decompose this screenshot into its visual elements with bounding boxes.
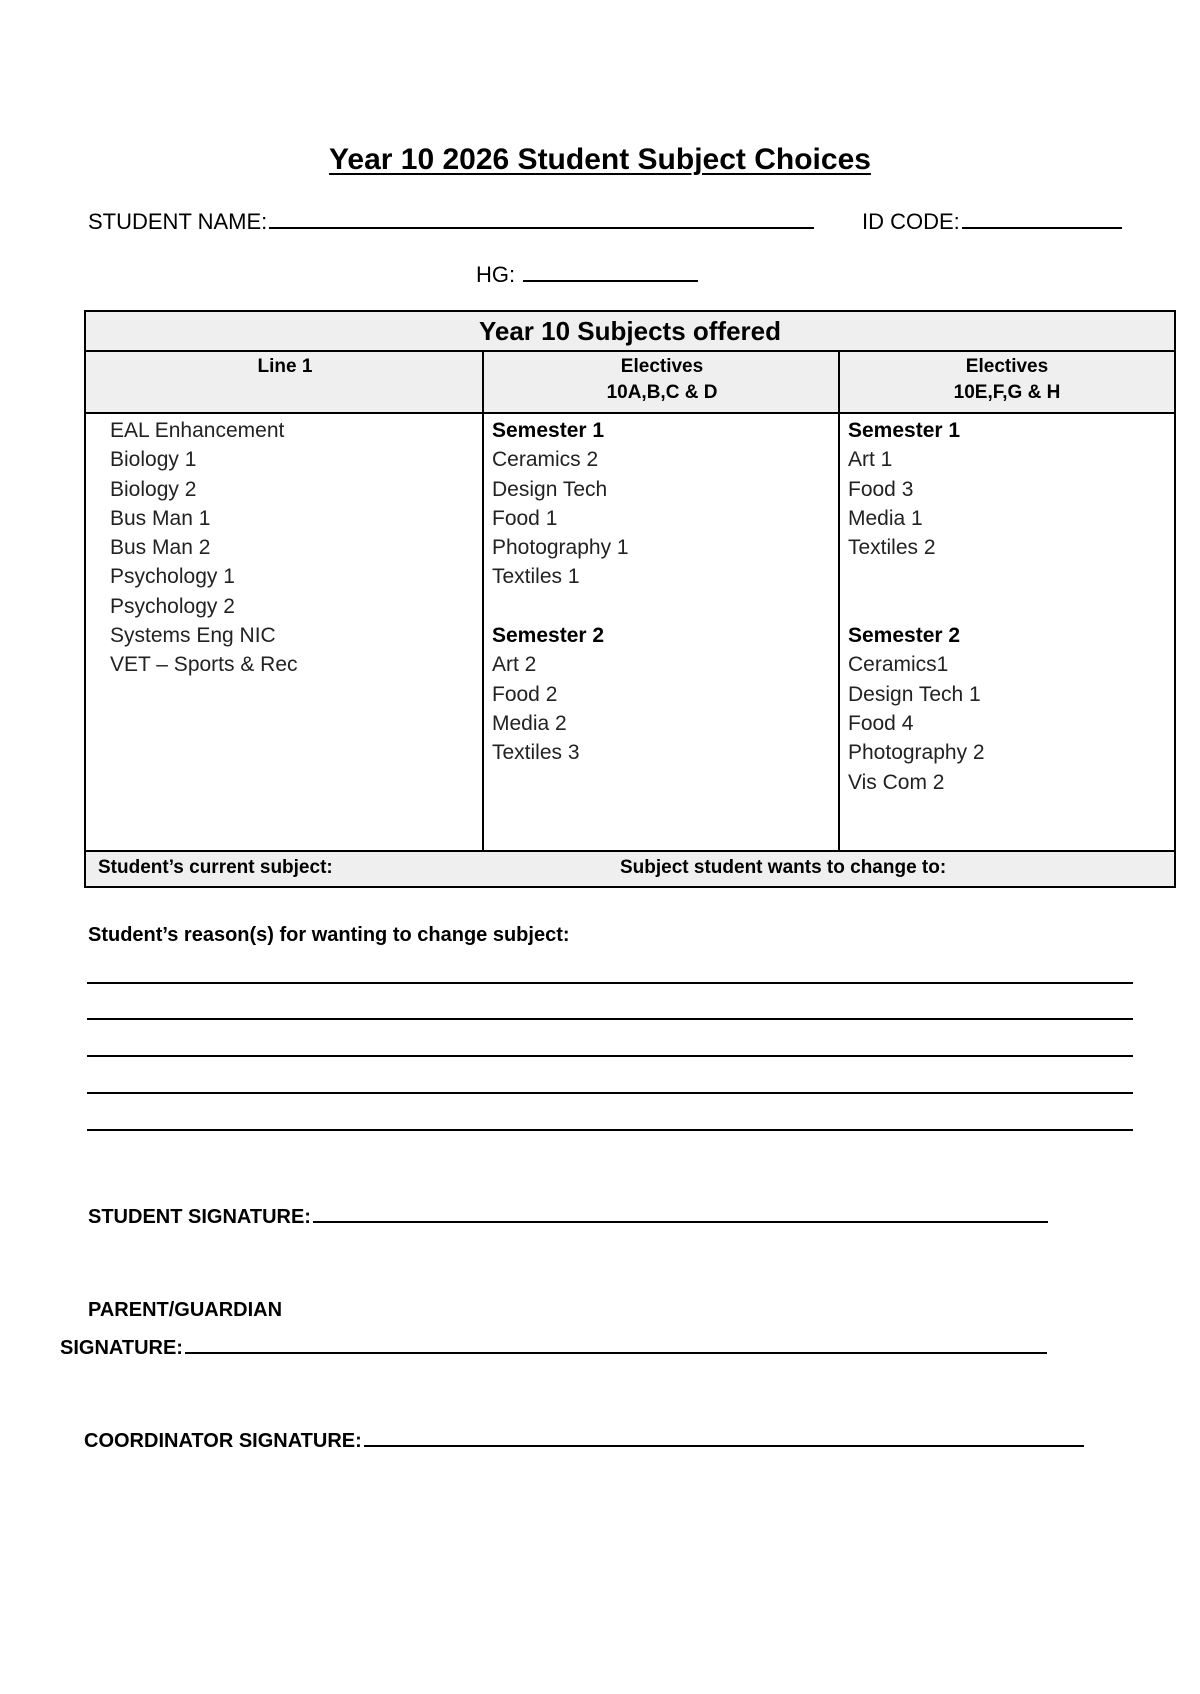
electives-e-list bbox=[848, 416, 985, 797]
reason-line[interactable] bbox=[87, 982, 1133, 984]
list-item: Design Tech 1 bbox=[848, 682, 981, 706]
list-item: Biology 2 bbox=[110, 477, 197, 501]
col-electives-e-title: Electives bbox=[965, 356, 1049, 377]
electives-a-list bbox=[492, 416, 629, 768]
semester-1-label: Semester 1 bbox=[492, 419, 605, 442]
hg-line[interactable] bbox=[523, 279, 698, 282]
list-item: Ceramics 2 bbox=[492, 448, 599, 472]
reason-label: Student’s reason(s) for wanting to change subject: bbox=[88, 924, 570, 946]
table-heading: Year 10 Subjects offered bbox=[86, 312, 1174, 352]
list-item: Food 1 bbox=[492, 506, 558, 530]
line1-list bbox=[110, 416, 298, 680]
list-item: EAL Enhancement bbox=[110, 419, 285, 442]
list-item: Textiles 3 bbox=[492, 741, 580, 765]
reason-line[interactable] bbox=[87, 1129, 1133, 1131]
semester-1-label: Semester 1 bbox=[848, 419, 961, 442]
list-item: Photography 2 bbox=[848, 741, 985, 765]
change-to-label[interactable]: Subject student wants to change to: bbox=[620, 857, 947, 878]
list-item: Textiles 1 bbox=[492, 565, 580, 589]
list-item: Media 1 bbox=[848, 506, 923, 530]
parent-signature-label-1: PARENT/GUARDIAN bbox=[88, 1299, 283, 1321]
list-item: Food 4 bbox=[848, 711, 914, 735]
reason-line[interactable] bbox=[87, 1055, 1133, 1057]
list-item: VET – Sports & Rec bbox=[110, 653, 298, 677]
page-title: Year 10 2026 Student Subject Choices bbox=[329, 143, 871, 176]
col-line1-heading bbox=[86, 352, 484, 414]
list-item: Biology 1 bbox=[110, 448, 197, 472]
parent-signature-line[interactable] bbox=[185, 1351, 1047, 1354]
semester-2-label: Semester 2 bbox=[848, 624, 961, 648]
student-name-field[interactable] bbox=[88, 209, 814, 235]
column-divider bbox=[838, 352, 840, 852]
subjects-table bbox=[84, 310, 1176, 888]
table-footer bbox=[86, 850, 1174, 886]
list-item: Systems Eng NIC bbox=[110, 624, 276, 648]
id-code-line[interactable] bbox=[962, 226, 1122, 229]
col-electives-e-heading bbox=[840, 352, 1174, 414]
reason-line[interactable] bbox=[87, 1092, 1133, 1094]
parent-signature-field[interactable] bbox=[60, 1337, 1047, 1360]
parent-signature-label-2: SIGNATURE: bbox=[60, 1337, 183, 1359]
student-signature-line[interactable] bbox=[313, 1220, 1048, 1223]
column-divider bbox=[482, 352, 484, 852]
col-electives-a-title: Electives bbox=[620, 356, 704, 377]
list-item: Psychology 1 bbox=[110, 565, 235, 589]
student-signature-label: STUDENT SIGNATURE: bbox=[88, 1206, 311, 1228]
student-name-line[interactable] bbox=[269, 226, 814, 229]
list-item: Art 1 bbox=[848, 448, 893, 472]
list-item: Media 2 bbox=[492, 711, 567, 735]
hg-field[interactable] bbox=[476, 262, 698, 288]
hg-label: HG: bbox=[476, 262, 516, 287]
list-item: Textiles 2 bbox=[848, 536, 936, 560]
list-item: Photography 1 bbox=[492, 536, 629, 560]
coordinator-signature-label: COORDINATOR SIGNATURE: bbox=[84, 1430, 362, 1452]
id-code-field[interactable] bbox=[862, 209, 1122, 235]
reason-line[interactable] bbox=[87, 1018, 1133, 1020]
list-item: Design Tech bbox=[492, 477, 608, 501]
list-item: Bus Man 2 bbox=[110, 536, 211, 560]
list-item: Psychology 2 bbox=[110, 594, 235, 618]
col-electives-a-heading bbox=[484, 352, 840, 414]
col-electives-e-sub: 10E,F,G & H bbox=[953, 382, 1061, 403]
semester-2-label: Semester 2 bbox=[492, 624, 605, 648]
list-item: Food 3 bbox=[848, 477, 914, 501]
list-item: Bus Man 1 bbox=[110, 506, 211, 530]
list-item: Vis Com 2 bbox=[848, 770, 945, 794]
student-signature-field[interactable] bbox=[88, 1206, 1048, 1229]
coordinator-signature-line[interactable] bbox=[364, 1444, 1084, 1447]
list-item: Food 2 bbox=[492, 682, 558, 706]
id-code-label: ID CODE: bbox=[862, 209, 960, 234]
current-subject-label[interactable]: Student’s current subject: bbox=[98, 857, 333, 878]
col-electives-a-sub: 10A,B,C & D bbox=[606, 382, 718, 403]
col-line1-title: Line 1 bbox=[257, 356, 313, 377]
coordinator-signature-field[interactable] bbox=[84, 1430, 1084, 1453]
student-name-label: STUDENT NAME: bbox=[88, 209, 268, 234]
list-item: Ceramics1 bbox=[848, 653, 949, 677]
list-item: Art 2 bbox=[492, 653, 537, 677]
